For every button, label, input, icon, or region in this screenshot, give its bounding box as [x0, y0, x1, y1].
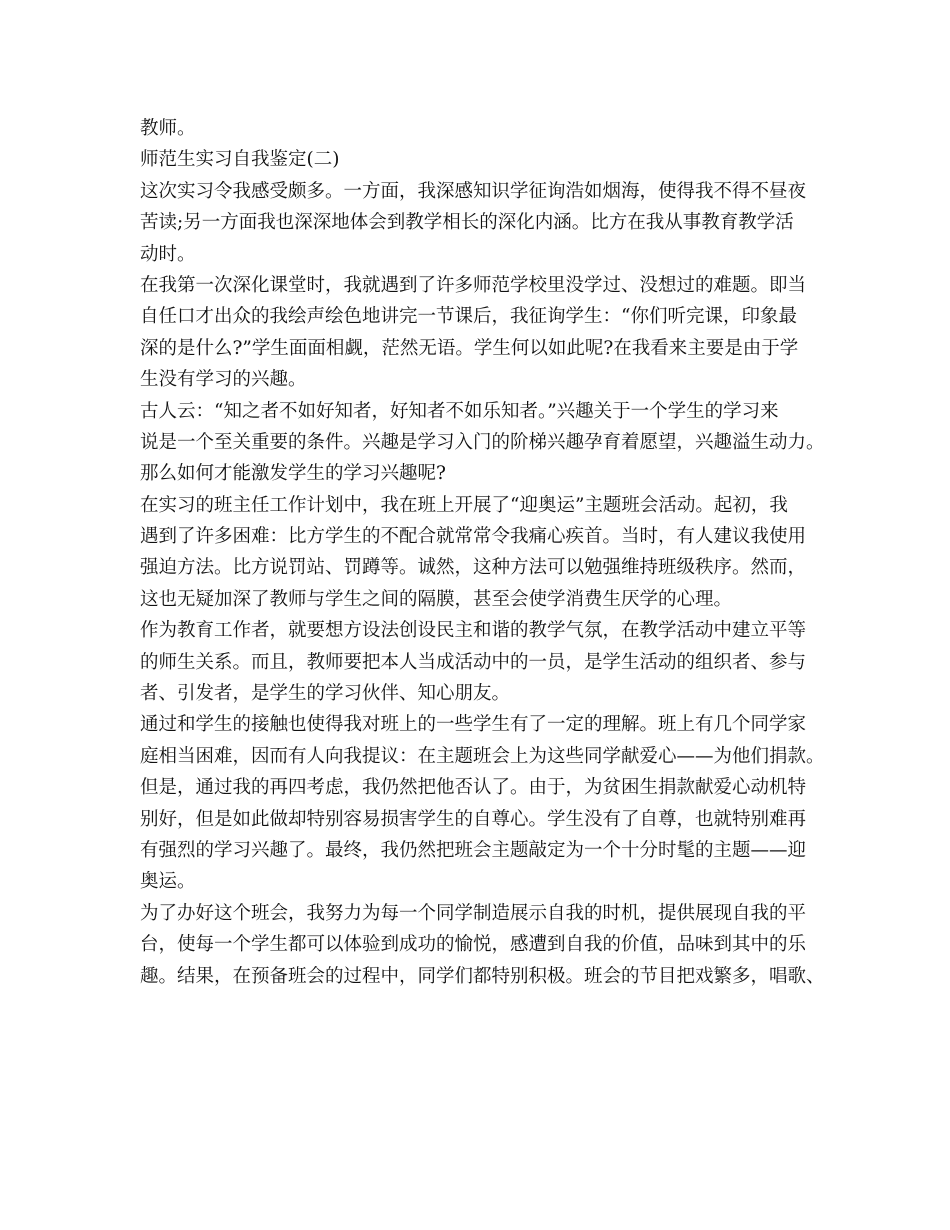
section-heading: 师范生实习自我鉴定(二): [140, 149, 340, 171]
text-line: 深的是什么?”学生面面相觑，茫然无语。学生何以如此呢?在我看来主要是由于学: [140, 337, 799, 359]
text-line: 这也无疑加深了教师与学生之间的隔膜，甚至会使学消费生厌学的心理。: [140, 588, 733, 610]
text-line: 生没有学习的兴趣。: [140, 369, 307, 391]
text-line: 在实习的班主任工作计划中，我在班上开展了“迎奥运”主题班会活动。起初，我: [140, 494, 788, 516]
text-line: 的师生关系。而且，教师要把本人当成活动中的一员，是学生活动的组织者、参与: [140, 651, 807, 673]
text-line: 那么如何才能激发学生的学习兴趣呢?: [140, 463, 446, 485]
text-line: 作为教育工作者，就要想方设法创设民主和谐的教学气氛，在教学活动中建立平等: [140, 620, 807, 642]
text-line: 在我第一次深化课堂时，我就遇到了许多师范学校里没学过、没想过的难题。即当: [140, 274, 807, 296]
text-line: 动时。: [140, 243, 196, 265]
text-line: 教师。: [140, 118, 196, 139]
text-line: 但是，通过我的再四考虑，我仍然把他否认了。由于，为贫困生捐款献爱心动机特: [140, 777, 807, 799]
text-line: 别好，但是如此做却特别容易损害学生的自尊心。学生没有了自尊，也就特别难再: [140, 808, 807, 830]
text-line: 为了办好这个班会，我努力为每一个同学制造展示自我的时机，提供展现自我的平: [140, 902, 807, 924]
text-line: 苦读;另一方面我也深深地体会到教学相长的深化内涵。比方在我从事教育教学活: [140, 212, 794, 234]
text-line: 自任口才出众的我绘声绘色地讲完一节课后，我征询学生：“你们听完课，印象最: [140, 306, 797, 328]
text-line: 台，使每一个学生都可以体验到成功的愉悦，感遭到自我的价值，品味到其中的乐: [140, 934, 807, 956]
text-line: 这次实习令我感受颇多。一方面，我深感知识学征询浩如烟海，使得我不得不昼夜: [140, 180, 807, 202]
text-line: 遇到了许多困难：比方学生的不配合就常常令我痛心疾首。当时，有人建议我使用: [140, 526, 807, 548]
text-line: 者、引发者，是学生的学习伙伴、知心朋友。: [140, 683, 511, 705]
document-body: [140, 113, 825, 992]
text-line: 趣。结果，在预备班会的过程中，同学们都特别积极。班会的节目把戏繁多，唱歌、: [140, 965, 825, 987]
text-line: 有强烈的学习兴趣了。最终，我仍然把班会主题敲定为一个十分时髦的主题——迎: [140, 839, 807, 861]
text-line: 通过和学生的接触也使得我对班上的一些学生有了一定的理解。班上有几个同学家: [140, 714, 807, 736]
text-line: 说是一个至关重要的条件。兴趣是学习入门的阶梯兴趣孕育着愿望，兴趣溢生动力。: [140, 431, 825, 453]
text-line: 古人云：“知之者不如好知者，好知者不如乐知者。”兴趣关于一个学生的学习来: [140, 400, 779, 422]
text-line: 强迫方法。比方说罚站、罚蹲等。诚然，这种方法可以勉强维持班级秩序。然而，: [140, 557, 807, 579]
text-line: 奥运。: [140, 871, 196, 893]
text-line: 庭相当困难，因而有人向我提议：在主题班会上为这些同学献爱心——为他们捐款。: [140, 745, 825, 767]
